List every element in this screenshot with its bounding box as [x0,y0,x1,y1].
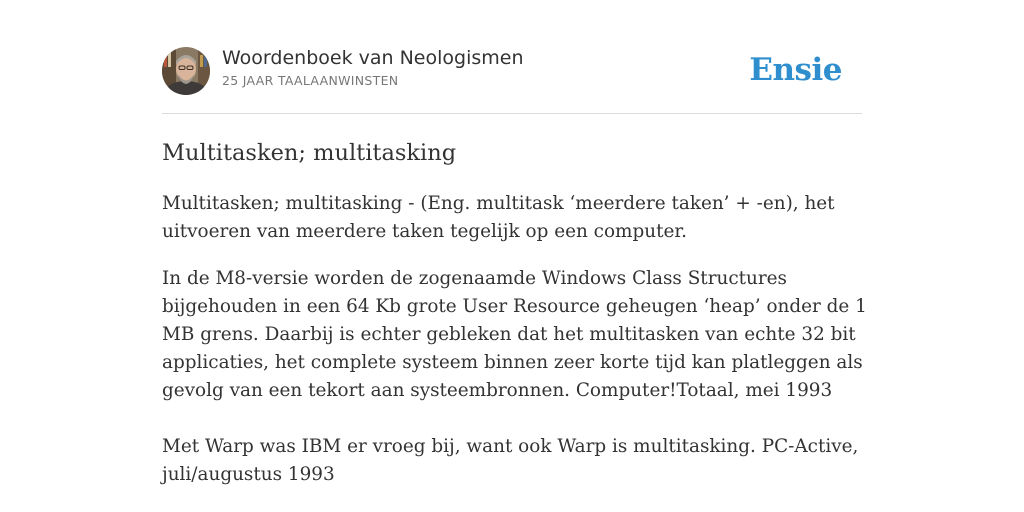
avatar[interactable] [162,47,210,95]
entry-title: Multitasken; multitasking [162,140,457,166]
divider [162,113,862,114]
header [162,46,862,96]
entry-card [162,46,867,485]
author-block [222,47,524,88]
entry-quote-2: Met Warp was IBM er vroeg bij, want ook Warp is multitasking. PC-Active, juli/augustus 1993 [162,436,859,485]
author-subtitle: 25 JAAR TAALAANWINSTEN [222,73,399,88]
entry-definition: Multitasken; multitasking - (Eng. multitask ‘meerdere taken’ + -en), het uitvoeren van meerdere taken tegelijk op een computer. [162,193,835,242]
ensie-logo-link[interactable]: Ensie [749,52,842,88]
author-name[interactable]: Woordenboek van Neologismen [222,47,524,69]
entry-quote-1: In de M8-versie worden de zogenaamde Windows Class Structures bijgehouden in een 64 Kb grote User Resource geheugen ‘heap’ onder de 1 MB grens. Daarbij is echter gebleken dat het multitasken van echte 32 bit applicaties, het complete systeem binnen zeer korte tijd kan platleggen als gevolg van een tekort aan systeembronnen. Computer!Totaal, mei 1993 [162,268,867,401]
author-portrait-icon [162,47,210,95]
